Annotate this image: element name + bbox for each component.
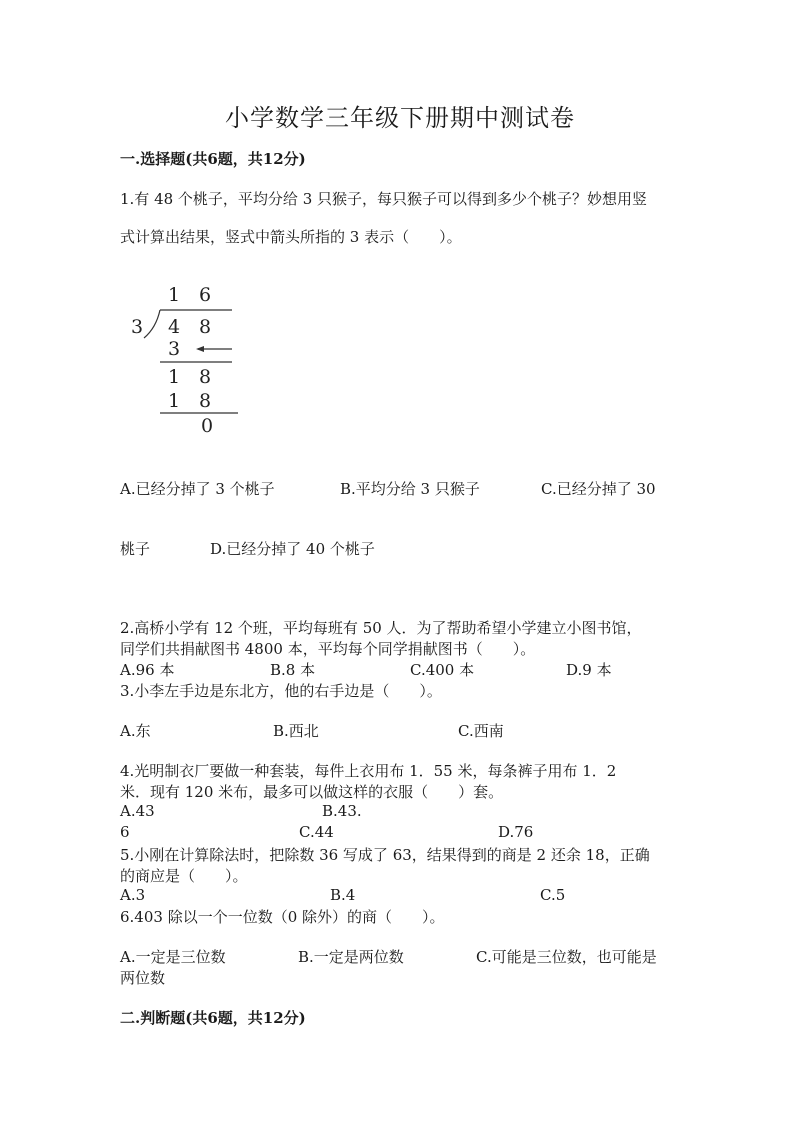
dividend-digit-1: 4	[168, 316, 181, 338]
question-5-option-a: A.3	[120, 886, 146, 904]
dividend-digit-2: 8	[199, 316, 212, 338]
question-5-option-c: C.5	[540, 886, 566, 904]
arrow-left-icon	[196, 346, 204, 352]
question-6-text: 6.403 除以一个一位数（0 除外）的商（ ）。	[120, 908, 445, 926]
divisor: 3	[131, 316, 144, 338]
page-title: 小学数学三年级下册期中测试卷	[225, 104, 575, 132]
question-6-option-c-continued: 两位数	[120, 969, 166, 987]
question-2-option-b: B.8 本	[270, 661, 316, 679]
question-1-text-line2: 式计算出结果，竖式中箭头所指的 3 表示（ ）。	[120, 228, 462, 246]
remainder-1-digit-2: 8	[199, 366, 212, 388]
question-2-option-c: C.400 本	[410, 661, 475, 679]
question-1-option-d: D.已经分掉了 40 个桃子	[210, 540, 375, 558]
question-6-option-c: C.可能是三位数，也可能是	[476, 948, 657, 966]
question-5-text-line1: 5.小刚在计算除法时，把除数 36 写成了 63，结果得到的商是 2 还余 18，正确	[120, 846, 650, 864]
question-4-option-b-continued: 6	[120, 823, 130, 841]
question-4-option-a: A.43	[120, 802, 155, 820]
question-1-option-a: A.已经分掉了 3 个桃子	[120, 480, 275, 498]
question-5-text-line2: 的商应是（ ）。	[120, 867, 248, 885]
division-result: 0	[201, 415, 214, 437]
question-6-option-b: B.一定是两位数	[298, 948, 404, 966]
question-2-option-d: D.9 本	[566, 661, 612, 679]
question-1-option-c-continued: 桃子	[120, 540, 151, 558]
question-3-text: 3.小李左手边是东北方，他的右手边是（ ）。	[120, 682, 442, 700]
subtract-step-2-digit-1: 1	[168, 390, 181, 412]
question-4-option-b: B.43.	[322, 802, 362, 820]
question-6-option-a: A.一定是三位数	[120, 948, 226, 966]
question-4-text-line2: 米．现有 120 米布，最多可以做这样的衣服（ ）套。	[120, 783, 504, 801]
question-5-option-b: B.4	[330, 886, 356, 904]
question-1-option-b: B.平均分给 3 只猴子	[340, 480, 480, 498]
section-heading-judgment: 二.判断题(共6题，共12分)	[120, 1009, 306, 1027]
long-division-svg	[120, 280, 260, 440]
quotient-digit-2: 6	[199, 284, 212, 306]
subtract-step-1: 3	[168, 338, 181, 360]
quotient-digit-1: 1	[168, 284, 181, 306]
long-division-figure	[120, 280, 260, 440]
section-heading-choice: 一.选择题(共6题，共12分)	[120, 150, 306, 168]
question-2-text-line1: 2.高桥小学有 12 个班，平均每班有 50 人．为了帮助希望小学建立小图书馆，	[120, 619, 642, 637]
question-3-option-c: C.西南	[458, 722, 504, 740]
question-1-option-c: C.已经分掉了 30	[541, 480, 656, 498]
subtract-step-2-digit-2: 8	[199, 390, 212, 412]
question-2-text-line2: 同学们共捐献图书 4800 本，平均每个同学捐献图书（ ）。	[120, 640, 536, 658]
question-4-option-c: C.44	[299, 823, 334, 841]
question-4-option-d: D.76	[498, 823, 534, 841]
question-3-option-b: B.西北	[273, 722, 319, 740]
question-4-text-line1: 4.光明制衣厂要做一种套装，每件上衣用布 1．55 米，每条裤子用布 1．2	[120, 762, 617, 780]
question-1-text-line1: 1.有 48 个桃子，平均分给 3 只猴子，每只猴子可以得到多少个桃子？妙想用竖	[120, 190, 648, 208]
division-bracket	[144, 310, 160, 338]
question-2-option-a: A.96 本	[120, 661, 175, 679]
question-3-option-a: A.东	[120, 722, 151, 740]
remainder-1-digit-1: 1	[168, 366, 181, 388]
